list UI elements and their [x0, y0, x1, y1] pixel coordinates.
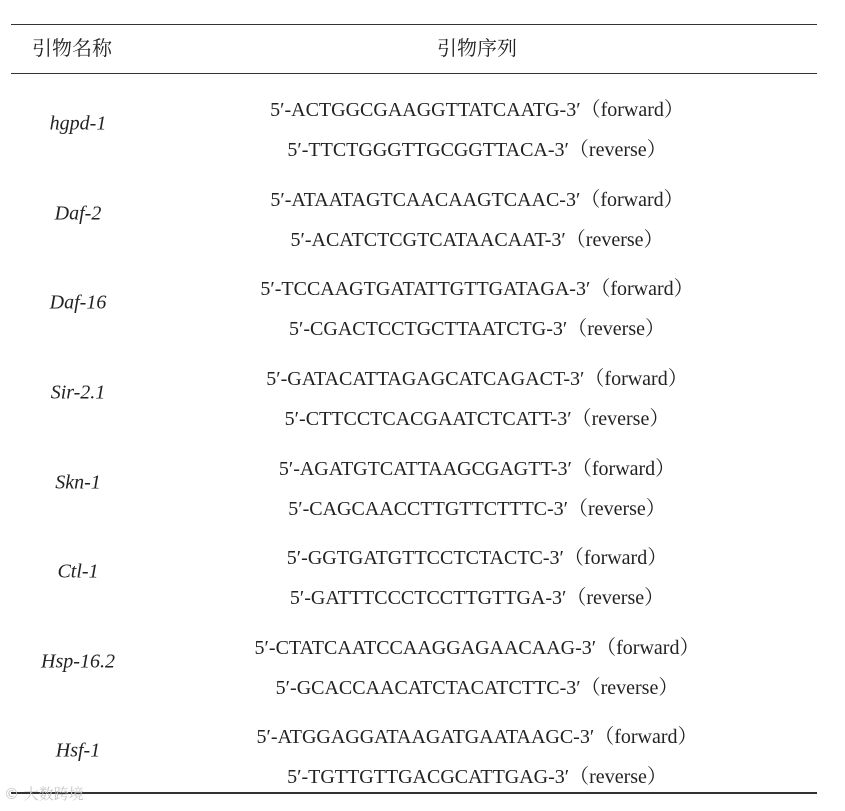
- forward-sequence: 5′-ATGGAGGATAAGATGAATAAGC-3′（forward）: [256, 726, 698, 748]
- forward-sequence: 5′-ACTGGCGAAGGTTATCAATG-3′（forward）: [270, 99, 684, 121]
- gene-name: Daf-2: [54, 202, 102, 225]
- table-header-rule: [11, 73, 817, 74]
- table-row: [0, 169, 845, 259]
- reverse-sequence: 5′-CGACTCCTGCTTAATCTG-3′（reverse）: [289, 318, 665, 340]
- table-row: [0, 258, 845, 348]
- reverse-sequence: 5′-TGTTGTTGACGCATTGAG-3′（reverse）: [287, 766, 667, 788]
- gene-name: Sir-2.1: [50, 381, 106, 404]
- reverse-sequence: 5′-ACATCTCGTCATAACAAT-3′（reverse）: [290, 229, 664, 251]
- forward-sequence: 5′-AGATGTCATTAAGCGAGTT-3′（forward）: [278, 458, 676, 480]
- forward-sequence: 5′-TCCAAGTGATATTGTTGATAGA-3′（forward）: [260, 278, 694, 300]
- gene-name: hgpd-1: [49, 112, 107, 135]
- gene-name: Skn-1: [55, 471, 101, 494]
- header-primer-sequence: 引物序列: [437, 36, 517, 60]
- reverse-sequence: 5′-GCACCAACATCTACATCTTC-3′（reverse）: [275, 677, 679, 699]
- table-row: [0, 617, 845, 707]
- forward-sequence: 5′-ATAATAGTCAACAAGTCAAC-3′（forward）: [270, 189, 684, 211]
- reverse-sequence: 5′-TTCTGGGTTGCGGTTACA-3′（reverse）: [287, 139, 667, 161]
- table-row: [0, 79, 845, 169]
- watermark: © 大数跨境: [4, 785, 84, 803]
- gene-name: Hsf-1: [55, 739, 101, 762]
- table-row: [0, 706, 845, 796]
- reverse-sequence: 5′-CTTCCTCACGAATCTCATT-3′（reverse）: [284, 408, 670, 430]
- reverse-sequence: 5′-GATTTCCCTCCTTGTTGA-3′（reverse）: [289, 587, 665, 609]
- table-row: [0, 527, 845, 617]
- header-primer-name: 引物名称: [32, 36, 112, 60]
- table-row: [0, 438, 845, 528]
- reverse-sequence: 5′-CAGCAACCTTGTTCTTTC-3′（reverse）: [288, 498, 666, 520]
- gene-name: Daf-16: [49, 291, 107, 314]
- gene-name: Ctl-1: [57, 560, 99, 583]
- forward-sequence: 5′-GGTGATGTTCCTCTACTC-3′（forward）: [286, 547, 668, 569]
- table-bottom-rule: [11, 792, 817, 794]
- forward-sequence: 5′-CTATCAATCCAAGGAGAACAAG-3′（forward）: [254, 637, 700, 659]
- gene-name: Hsp-16.2: [41, 650, 115, 673]
- table-row: [0, 348, 845, 438]
- forward-sequence: 5′-GATACATTAGAGCATCAGACT-3′（forward）: [266, 368, 688, 390]
- table-top-rule: [11, 24, 817, 25]
